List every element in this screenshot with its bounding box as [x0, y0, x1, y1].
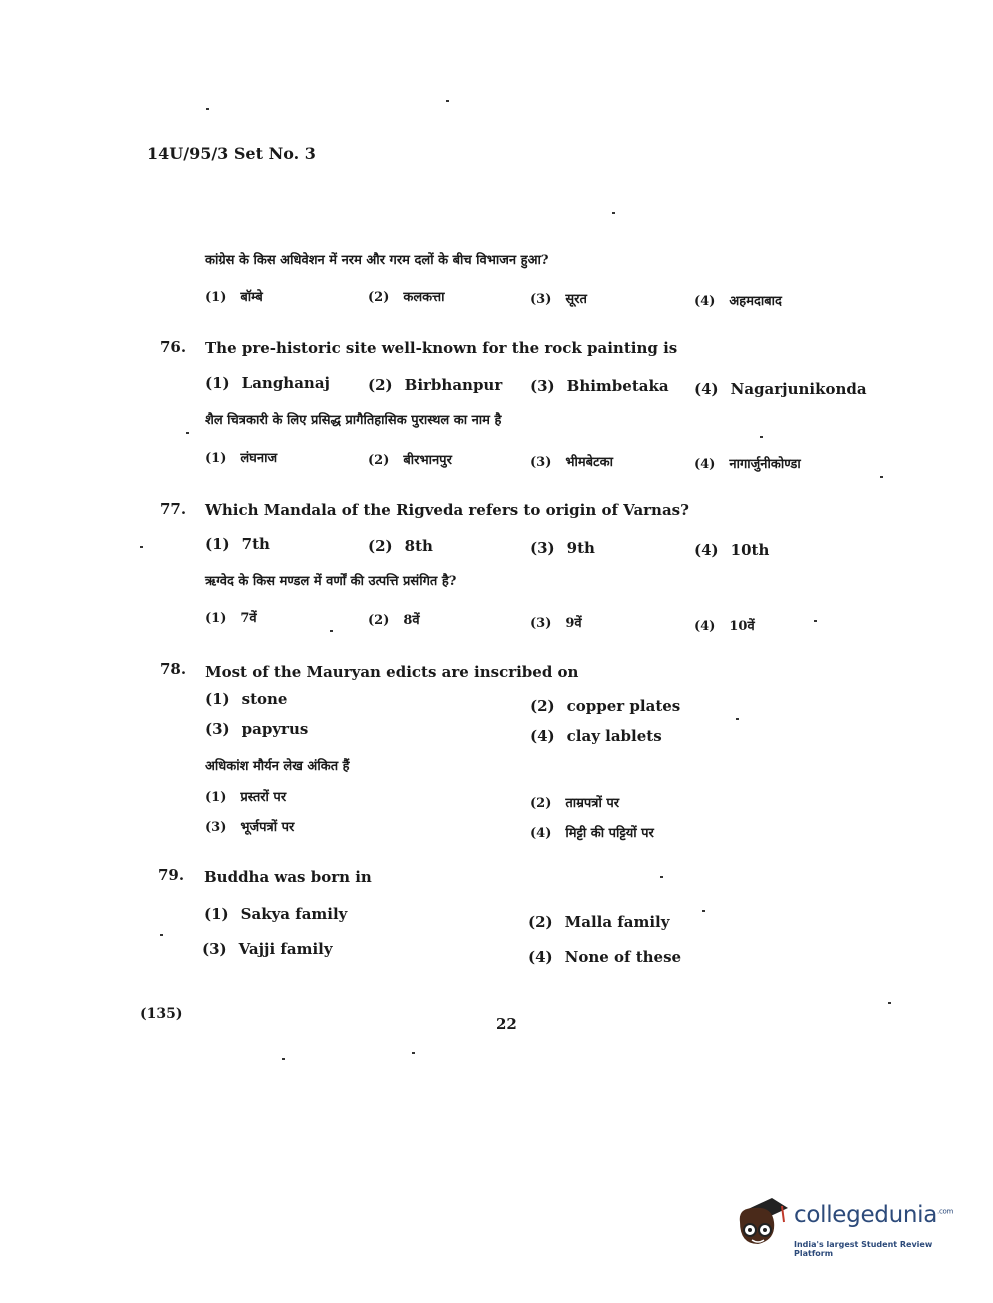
- document-header: 14U/95/3 Set No. 3: [147, 144, 316, 163]
- mascot-icon: [732, 1196, 790, 1258]
- booklet-code: (135): [140, 1006, 183, 1022]
- q79-option-2: (2) Malla family: [528, 913, 670, 931]
- q75-hindi-option-4: (4) अहमदाबाद: [694, 294, 782, 309]
- q79-number: 79.: [158, 866, 185, 884]
- q77-hindi-option-4: (4) 10वें: [694, 619, 755, 634]
- q78-hindi-option-4: (4) मिट्टी की पट्टियों पर: [530, 826, 654, 841]
- logo-wordmark: collegedunia$^{.com}$: [794, 1202, 954, 1228]
- q76-option-3: (3) Bhimbetaka: [530, 377, 669, 395]
- q78-option-1: (1) stone: [205, 690, 288, 708]
- q78-hindi-option-2: (2) ताम्रपत्रों पर: [530, 796, 620, 811]
- q79-option-4: (4) None of these: [528, 948, 682, 966]
- q76-hindi-option-2: (2) बीरभानपुर: [368, 453, 452, 468]
- q78-hindi-question: अधिकांश मौर्यन लेख अंकित हैं: [205, 759, 350, 774]
- q76-hindi-option-3: (3) भीमबेटका: [530, 455, 613, 470]
- q75-hindi-option-3: (3) सूरत: [530, 292, 587, 307]
- page-number: 22: [496, 1015, 517, 1033]
- q75-hindi-option-2: (2) कलकत्ता: [368, 290, 445, 305]
- q77-option-1: (1) 7th: [205, 535, 270, 553]
- q78-number: 78.: [160, 660, 187, 678]
- q76-hindi-question: शैल चित्रकारी के लिए प्रसिद्ध प्रागैतिहासिक पुरास्थल का नाम है: [205, 413, 502, 428]
- q77-hindi-question: ऋग्वेद के किस मण्डल में वर्णों की उत्पत्ति प्रसंगित है?: [205, 574, 457, 589]
- logo-tagline: India's largest Student Review Platform: [794, 1240, 933, 1258]
- q78-hindi-option-1: (1) प्रस्तरों पर: [205, 790, 287, 805]
- q77-option-3: (3) 9th: [530, 539, 595, 557]
- q75-hindi-option-1: (1) बॉम्बे: [205, 290, 263, 305]
- q76-option-2: (2) Birbhanpur: [368, 376, 503, 394]
- q78-hindi-option-3: (3) भूर्जपत्रों पर: [205, 820, 295, 835]
- q77-option-2: (2) 8th: [368, 537, 433, 555]
- q79-option-1: (1) Sakya family: [204, 905, 348, 923]
- q77-number: 77.: [160, 500, 187, 518]
- collegedunia-logo: [732, 1196, 962, 1258]
- q76-number: 76.: [160, 338, 187, 356]
- q77-hindi-option-1: (1) 7वें: [205, 611, 257, 626]
- q76-hindi-option-4: (4) नागार्जुनीकोण्डा: [694, 457, 801, 472]
- q76-option-1: (1) Langhanaj: [205, 374, 330, 392]
- q78-option-4: (4) clay lablets: [530, 727, 662, 745]
- q77-hindi-option-2: (2) 8वें: [368, 613, 420, 628]
- q76-hindi-option-1: (1) लंघनाज: [205, 451, 278, 466]
- q76-option-4: (4) Nagarjunikonda: [694, 380, 867, 398]
- q78-question: Most of the Mauryan edicts are inscribed on: [205, 663, 579, 681]
- q77-hindi-option-3: (3) 9वें: [530, 616, 582, 631]
- q75-hindi-question: कांग्रेस के किस अधिवेशन में नरम और गरम दलों के बीच विभाजन हुआ?: [205, 253, 549, 268]
- q79-option-3: (3) Vajji family: [202, 940, 333, 958]
- q77-question: Which Mandala of the Rigveda refers to origin of Varnas?: [205, 501, 689, 519]
- q76-question: The pre-historic site well-known for the rock painting is: [205, 339, 678, 357]
- q79-question: Buddha was born in: [204, 868, 372, 886]
- q78-option-2: (2) copper plates: [530, 697, 681, 715]
- q78-option-3: (3) papyrus: [205, 720, 309, 738]
- q77-option-4: (4) 10th: [694, 541, 770, 559]
